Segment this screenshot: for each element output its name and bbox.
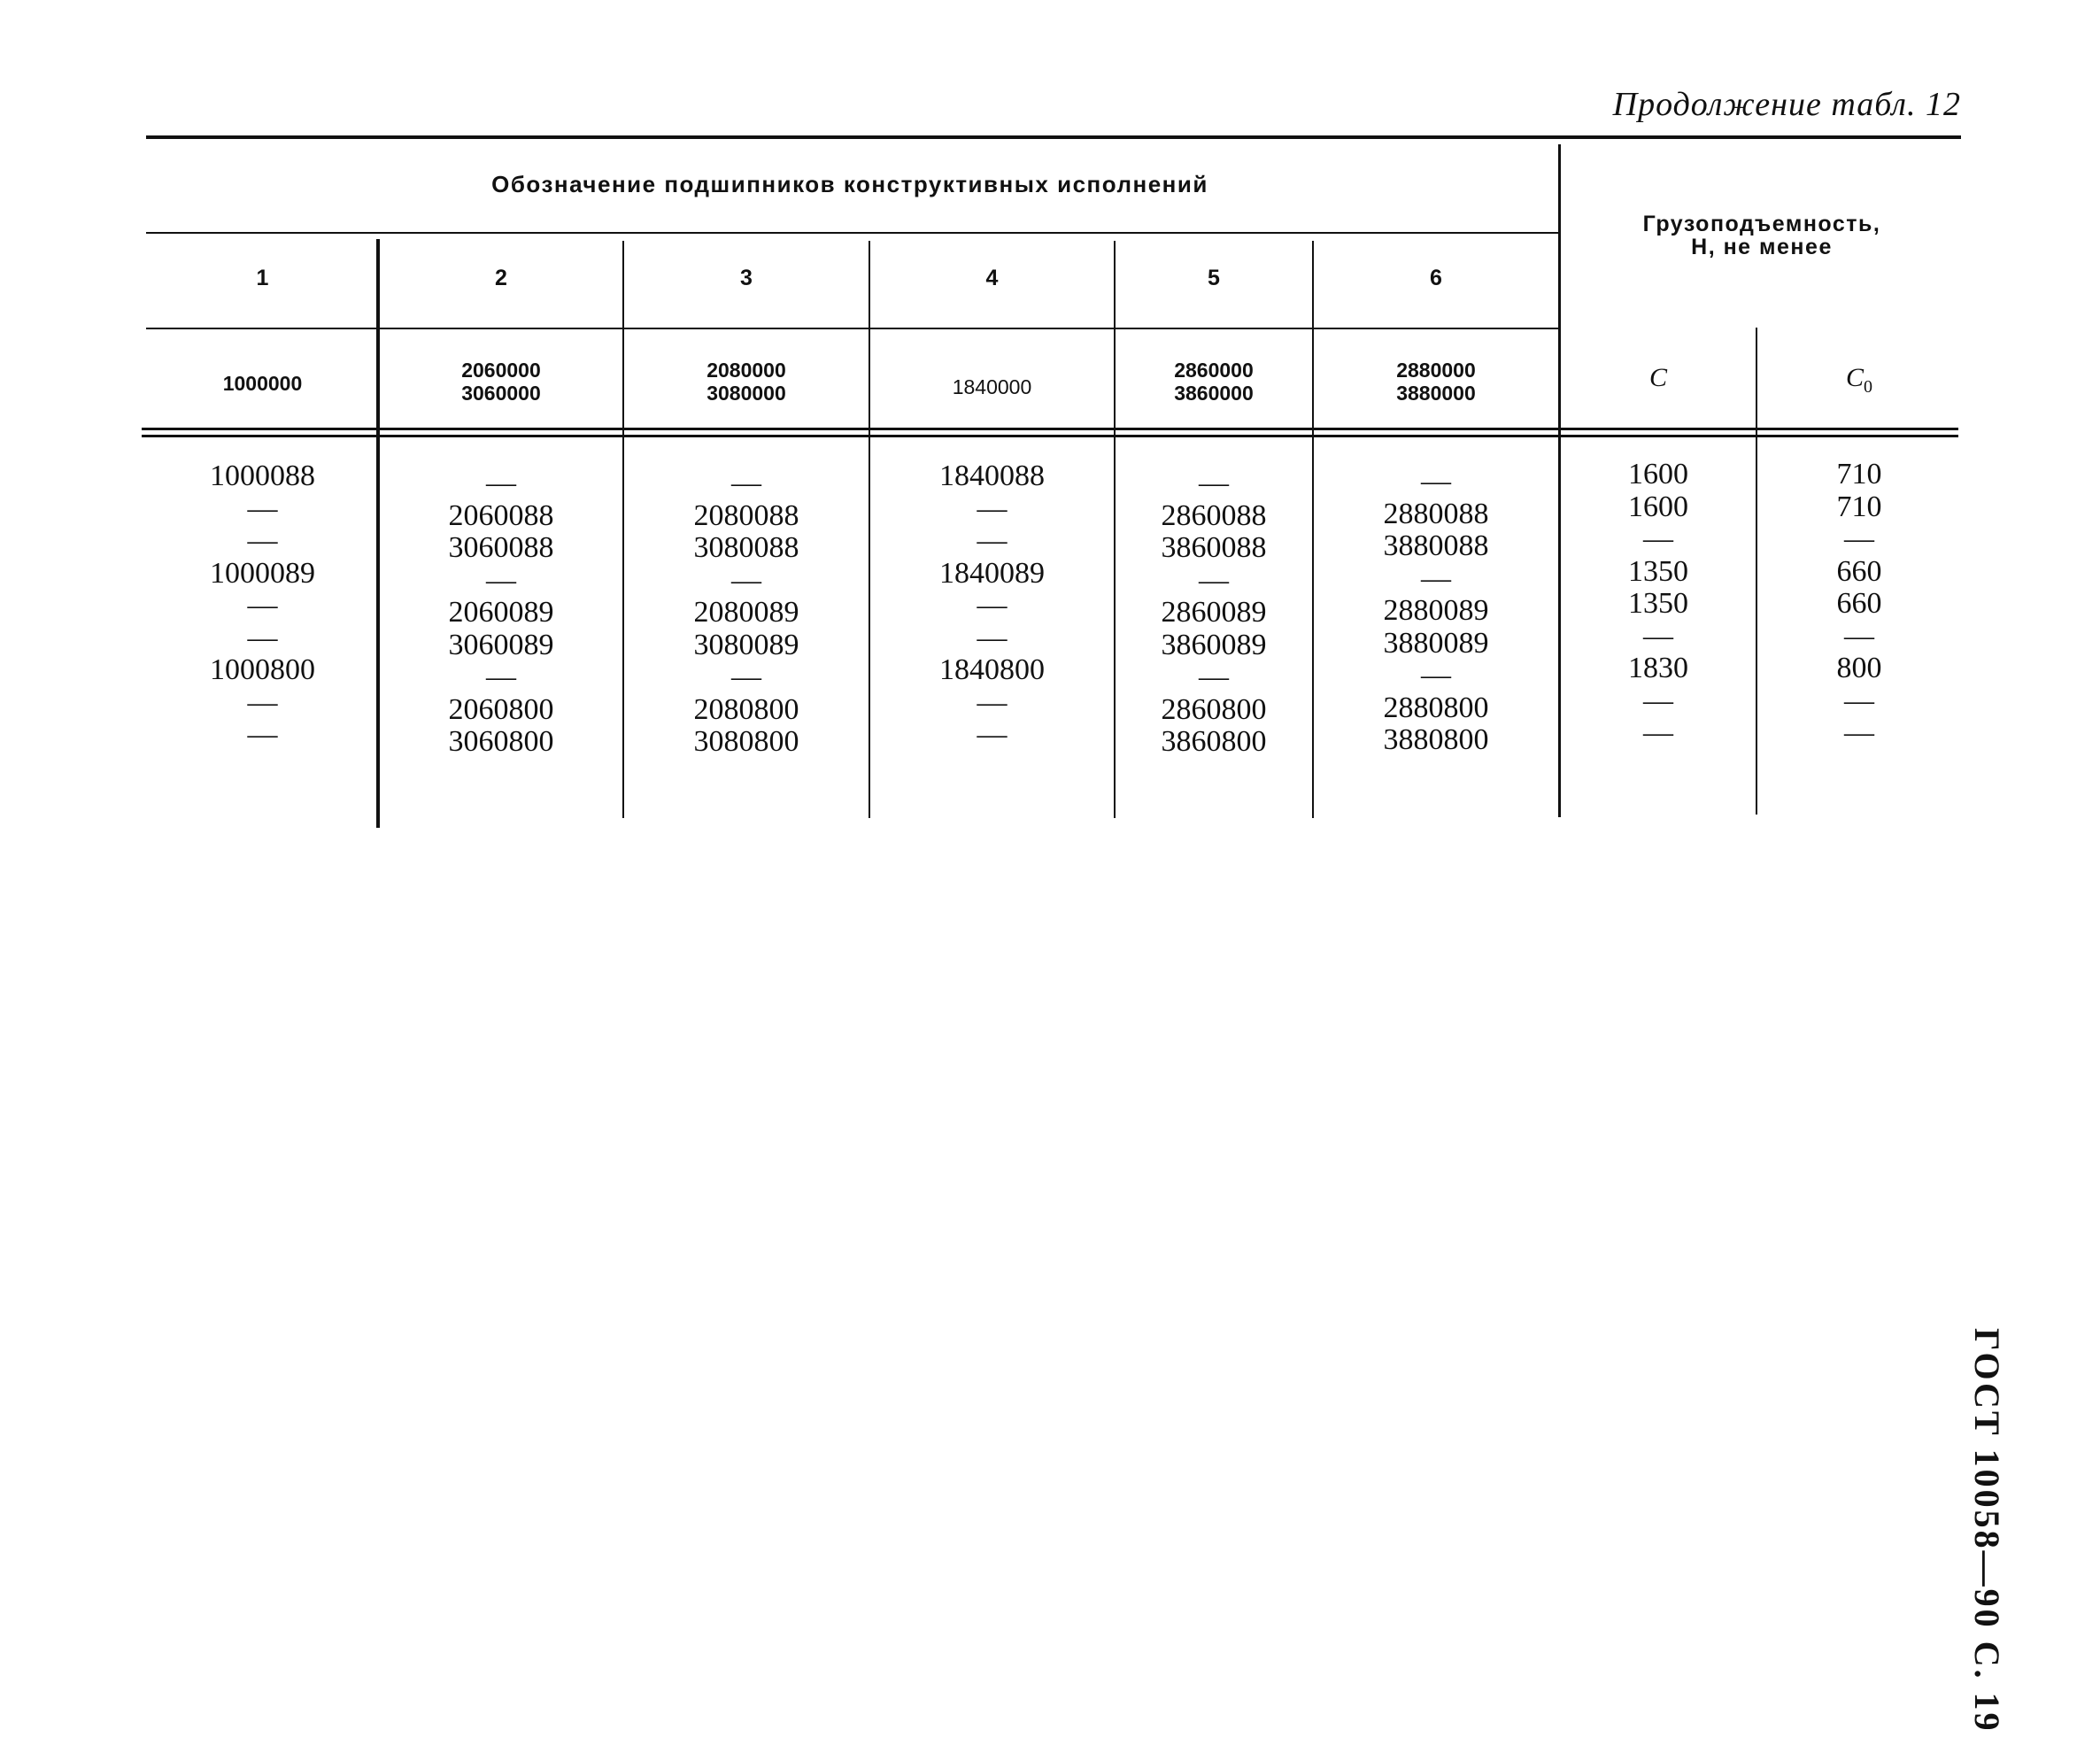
table-cell: — bbox=[1421, 561, 1451, 595]
table-cell: — bbox=[977, 589, 1008, 622]
table-cell: — bbox=[731, 467, 761, 499]
base-designation-3 bbox=[624, 359, 869, 405]
base-designation-value: 1840000 bbox=[952, 375, 1032, 398]
standard-page-label: ГОСТ 10058—90 С. 19 bbox=[1967, 1328, 2007, 1734]
capacity-symbol-c0-main: C bbox=[1845, 363, 1864, 392]
table-cell: — bbox=[247, 589, 278, 622]
data-column-3 bbox=[624, 467, 869, 759]
base-designation-6 bbox=[1314, 359, 1558, 405]
capacity-header-line2: Н, не менее bbox=[1691, 235, 1833, 259]
version-number-3: 3 bbox=[740, 266, 753, 290]
table-cell: 1000088 bbox=[210, 459, 315, 492]
base-designation-value: 3060000 bbox=[461, 382, 541, 405]
table-cell: 2080089 bbox=[693, 596, 799, 629]
table-cell: 2060089 bbox=[448, 596, 554, 629]
base-designation-value: 3080000 bbox=[706, 382, 786, 405]
table-cell: 3060088 bbox=[448, 531, 554, 564]
data-column-capacity-c bbox=[1561, 459, 1756, 750]
table-cell: 3080800 bbox=[693, 725, 799, 758]
table-cell: 1600 bbox=[1628, 490, 1688, 523]
capacity-header bbox=[1563, 212, 1961, 259]
version-number-4: 4 bbox=[985, 266, 999, 290]
table-cell: — bbox=[1421, 465, 1451, 498]
table-cell: 1600 bbox=[1628, 458, 1688, 490]
base-designation-value: 3860000 bbox=[1174, 382, 1254, 405]
table-cell: — bbox=[1844, 683, 1874, 717]
table-cell: 2880089 bbox=[1383, 594, 1489, 627]
version-number-1: 1 bbox=[256, 266, 269, 290]
table-cell: — bbox=[247, 685, 278, 719]
data-column-1 bbox=[149, 460, 376, 752]
table-cell: 2080088 bbox=[693, 498, 799, 532]
data-column-4 bbox=[870, 460, 1114, 752]
data-column-6 bbox=[1314, 466, 1558, 757]
capacity-symbol-c0-sub: 0 bbox=[1864, 377, 1872, 397]
table-cell: — bbox=[486, 467, 516, 499]
table-cell: — bbox=[1844, 522, 1874, 555]
table-cell: — bbox=[1844, 619, 1874, 653]
table-cell: 3880800 bbox=[1383, 723, 1489, 756]
group-header-rule bbox=[146, 232, 1558, 234]
base-designation-value: 2880000 bbox=[1396, 359, 1476, 382]
version-number-2: 2 bbox=[495, 266, 507, 290]
top-rule bbox=[146, 135, 1961, 139]
table-cell: 800 bbox=[1836, 652, 1882, 684]
base-designation-value: 2860000 bbox=[1174, 359, 1254, 382]
table-cell: 1350 bbox=[1628, 587, 1688, 620]
table-cell: 3080088 bbox=[693, 531, 799, 564]
table-cell: 2860089 bbox=[1161, 596, 1267, 629]
table-cell: 2880800 bbox=[1383, 691, 1489, 724]
version-number-6: 6 bbox=[1430, 266, 1442, 290]
table-cell: — bbox=[486, 660, 516, 693]
table-cell: 3080089 bbox=[693, 628, 799, 661]
data-column-2 bbox=[380, 467, 622, 759]
table-cell: — bbox=[1844, 716, 1874, 749]
table-cell: — bbox=[1199, 467, 1229, 499]
table-cell: — bbox=[977, 491, 1008, 525]
table-cell: 1000089 bbox=[210, 556, 315, 590]
table-cell: — bbox=[731, 660, 761, 693]
header-double-rule-1 bbox=[142, 428, 1958, 430]
version-number-rule bbox=[146, 328, 1558, 329]
table-cell: — bbox=[977, 685, 1008, 719]
capacity-symbol-c0 bbox=[1757, 363, 1961, 398]
designation-group-header: Обозначение подшипников конструктивных исполнений bbox=[491, 171, 1208, 197]
table-cell: — bbox=[977, 621, 1008, 654]
base-designation-5 bbox=[1116, 359, 1312, 405]
table-cell: 2060088 bbox=[448, 498, 554, 532]
table-cell: 710 bbox=[1836, 490, 1882, 523]
table-cell: 3880088 bbox=[1383, 529, 1489, 562]
table-cell: 660 bbox=[1836, 554, 1882, 588]
capacity-header-line1: Грузоподъемность, bbox=[1642, 212, 1881, 236]
table-cell: 710 bbox=[1836, 458, 1882, 490]
table-cell: 3060800 bbox=[448, 725, 554, 758]
base-designation-value: 1000000 bbox=[222, 372, 303, 395]
table-cell: 2860800 bbox=[1161, 692, 1267, 726]
table-cell: — bbox=[731, 563, 761, 597]
table-cell: 1830 bbox=[1628, 652, 1688, 684]
table-cell: — bbox=[247, 718, 278, 751]
base-designation-2 bbox=[380, 359, 622, 405]
table-cell: 2860088 bbox=[1161, 498, 1267, 532]
table-cell: 3860800 bbox=[1161, 725, 1267, 758]
table-cell: — bbox=[1643, 716, 1673, 749]
base-designation-value: 2080000 bbox=[706, 359, 786, 382]
table-cell: — bbox=[247, 491, 278, 525]
table-cell: — bbox=[1643, 619, 1673, 653]
table-cell: 3880089 bbox=[1383, 626, 1489, 660]
table-cell: 2880088 bbox=[1383, 497, 1489, 530]
version-number-5: 5 bbox=[1208, 266, 1220, 290]
table-cell: — bbox=[486, 563, 516, 597]
data-column-5 bbox=[1116, 467, 1312, 759]
table-cell: 2060800 bbox=[448, 692, 554, 726]
table-cell: — bbox=[1643, 683, 1673, 717]
table-cell: 2080800 bbox=[693, 692, 799, 726]
table-cell: 1000800 bbox=[210, 653, 315, 686]
table-cell: — bbox=[247, 524, 278, 557]
table-cell: 3860088 bbox=[1161, 531, 1267, 564]
base-designation-4 bbox=[870, 375, 1114, 398]
table-cell: — bbox=[1643, 522, 1673, 555]
base-designation-value: 3880000 bbox=[1396, 382, 1476, 405]
table-cell: — bbox=[977, 718, 1008, 751]
table-cell: 1840800 bbox=[939, 653, 1045, 686]
table-cell: — bbox=[1199, 563, 1229, 597]
data-column-capacity-c0 bbox=[1757, 459, 1961, 750]
table-cell: — bbox=[977, 524, 1008, 557]
table-cell: 1350 bbox=[1628, 554, 1688, 588]
header-double-rule-2 bbox=[142, 435, 1958, 437]
table-cell: 1840088 bbox=[939, 459, 1045, 492]
table-cell: 3860089 bbox=[1161, 628, 1267, 661]
table-cell: — bbox=[247, 621, 278, 654]
table-cell: — bbox=[1199, 660, 1229, 693]
base-designation-1 bbox=[149, 372, 376, 395]
capacity-symbol-c: C bbox=[1648, 363, 1667, 392]
table-cell: 3060089 bbox=[448, 628, 554, 661]
table-caption: Продолжение табл. 12 bbox=[1612, 86, 1961, 123]
table-cell: — bbox=[1421, 659, 1451, 691]
base-designation-value: 2060000 bbox=[461, 359, 541, 382]
table-cell: 660 bbox=[1836, 587, 1882, 620]
table-cell: 1840089 bbox=[939, 556, 1045, 590]
